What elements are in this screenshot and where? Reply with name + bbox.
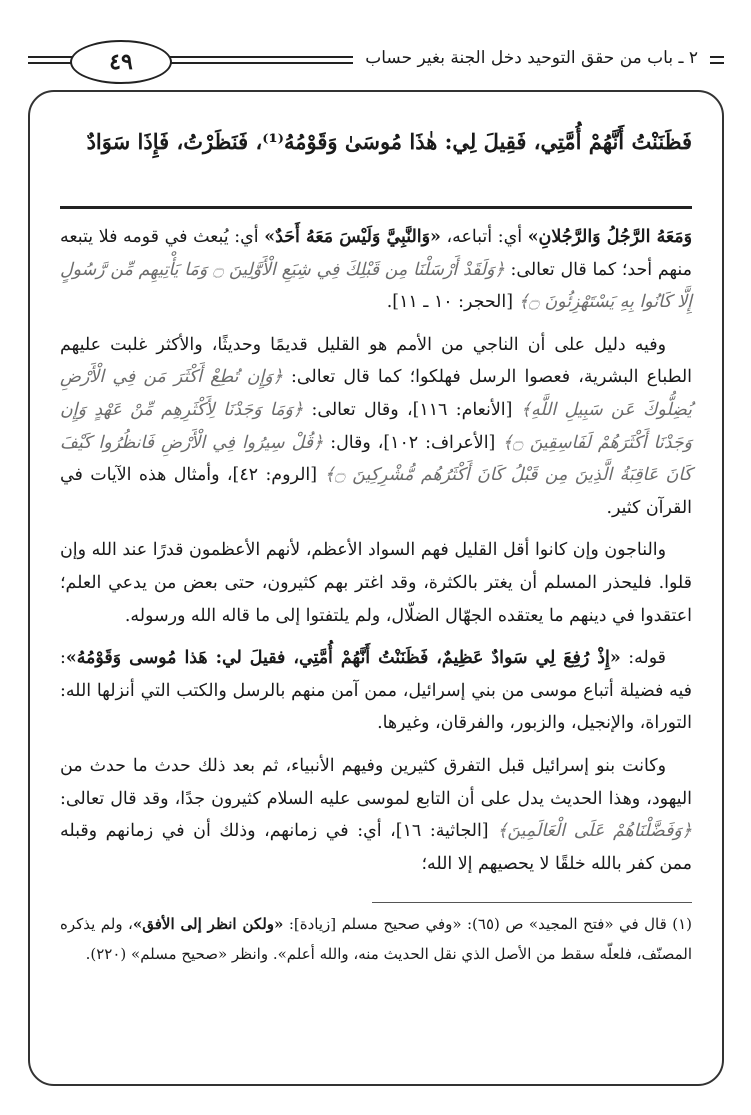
text-run: : فيه فضيلة أتباع موسى من بني إسرائيل، ممن آمن منهم بالرسل والكتب التي أنزلها الله: التوراة، والإنجيل، والزبور، والفرقان، وغيرها.: [60, 648, 692, 734]
footnote-number: (١): [672, 915, 693, 934]
text-run: [الأنعام: ١١٦]، وقال تعالى:: [303, 399, 521, 420]
page-number: ٤٩: [70, 40, 172, 84]
paragraph-4: [60, 642, 692, 740]
quran-verse: ﴿وَفَضَّلْنَاهُمْ عَلَى الْعَالَمِينَ﴾: [497, 821, 692, 842]
quran-verse: ﴿وَلَقَدْ أَرْسَلْنَا مِن قَبْلِكَ فِي شِيَعِ الْأَوَّلِينَ ۝ وَمَا يَأْتِيهِم مِّن رَّسُولٍ إِلَّا كَانُوا بِهِ يَسْتَهْزِئُونَ ۝﴾: [60, 259, 692, 313]
paragraph-3: والناجون وإن كانوا أقل القليل فهم السواد الأعظم، لأنهم الأعظمون قدرًا عند الله وإن قلوا. فليحذر المسلم أن يغتر بالكثرة، وقد اغتر بهم كثيرون، حتى بعض من يدعي العلم؛ اعتقدوا في دينهم ما يعتقده الجهّال الضلّال، ولم يلتفتوا إلى ما قاله الله ورسوله.: [60, 540, 692, 626]
paragraph-2: [60, 329, 692, 525]
text-run: [الجاثية: ١٦]، أي: في زمانهم، وذلك أن في زمانهم وقبله ممن كفر بالله خلقًا لا يحصيهم إلا الله؛: [60, 821, 692, 874]
text-run: [الحجر: ١٠ ـ ١١].: [386, 292, 519, 313]
page-frame: [28, 90, 724, 1086]
chapter-title: ٢ ـ باب من حقق التوحيد دخل الجنة بغير حساب: [353, 44, 710, 72]
page-content: [30, 92, 722, 1084]
text-run: أي: أتباعه،: [440, 227, 528, 247]
page-header: [28, 38, 724, 86]
text-run: أي: يُبعث في قومه فلا يتبعه منهم أحد؛ كما قال تعالى:: [60, 227, 692, 280]
text-run: [الروم: ٤٢]، وأمثال هذه الآيات في القرآن كثير.: [60, 465, 692, 518]
text-run: وكانت بنو إسرائيل قبل التفرق كثيرين وفيهم الأنبياء، ثم بعد ذلك حدث ما حدث من اليهود، وهذا الحديث يدل على أن التابع لموسى عليه السلام كثيرون جدًا، وقد قال تعالى:: [60, 755, 692, 809]
paragraph-1: [60, 221, 692, 319]
hadith-quote: «وَالنَّبِيَّ وَلَيْسَ مَعَهُ أَحَدٌ»: [264, 227, 441, 247]
footnote-quote: «ولكن انظر إلى الأفق»: [132, 915, 284, 934]
quran-verse: ﴿وَإِن تُطِعْ أَكْثَرَ مَن فِي الْأَرْضِ يُضِلُّوكَ عَن سَبِيلِ اللَّهِ﴾: [60, 367, 692, 420]
section-divider: [60, 206, 692, 209]
hadith-quote: وَمَعَهُ الرَّجُلُ وَالرَّجُلانِ»: [527, 227, 693, 247]
hadith-text: فَظَنَنْتُ أَنَّهُمْ أُمَّتِي، فَقِيلَ لِي: هٰذَا مُوسَىٰ وَقَوْمُهُ⁽¹⁾، فَنَظَرْتُ، فَإِذَا سَوَادٌ: [86, 129, 692, 154]
text-run: [الأعراف: ١٠٢]، وقال:: [323, 432, 503, 453]
text-run: ، ولم يذكره المصنّف، فلعلّه سقط من الأصل الذي نقل الحديث منه، والله أعلم». وانظر «صحيح مسلم» (٢٢٠).: [60, 915, 692, 964]
quran-verse: ﴿قُلْ سِيرُوا فِي الْأَرْضِ فَانظُرُوا كَيْفَ كَانَ عَاقِبَةُ الَّذِينَ مِن قَبْلُ كَانَ أَكْثَرُهُم مُّشْرِكِينَ ۝﴾: [60, 432, 693, 486]
text-run: وفيه دليل على أن الناجي من الأمم هو القليل قديمًا وحديثًا، والأكثر غلبت عليهم الطباع البشرية، فعصوا الرسل فهلكوا؛ كما قال تعالى:: [60, 334, 692, 388]
hadith-quote: «إِذْ رُفِعَ لِي سَوادٌ عَظِيمٌ، فَظَنَنْتُ أَنَّهُمْ أُمَّتِي، فقيلَ لي: هَذا مُوسى وَقَوْمُهُ»: [65, 648, 621, 669]
footnote: [60, 909, 692, 969]
paragraph-5: [60, 750, 692, 880]
text-run: قال في «فتح المجيد» ص (٦٥): «وفي صحيح مسلم [زيادة]:: [283, 915, 673, 934]
text-run: قوله:: [620, 648, 666, 669]
footnote-separator: [372, 902, 692, 903]
quran-verse: ﴿وَمَا وَجَدْنَا لِأَكْثَرِهِم مِّنْ عَهْدٍ وَإِن وَجَدْنَا أَكْثَرَهُمْ لَفَاسِقِينَ ۝﴾: [60, 399, 693, 453]
